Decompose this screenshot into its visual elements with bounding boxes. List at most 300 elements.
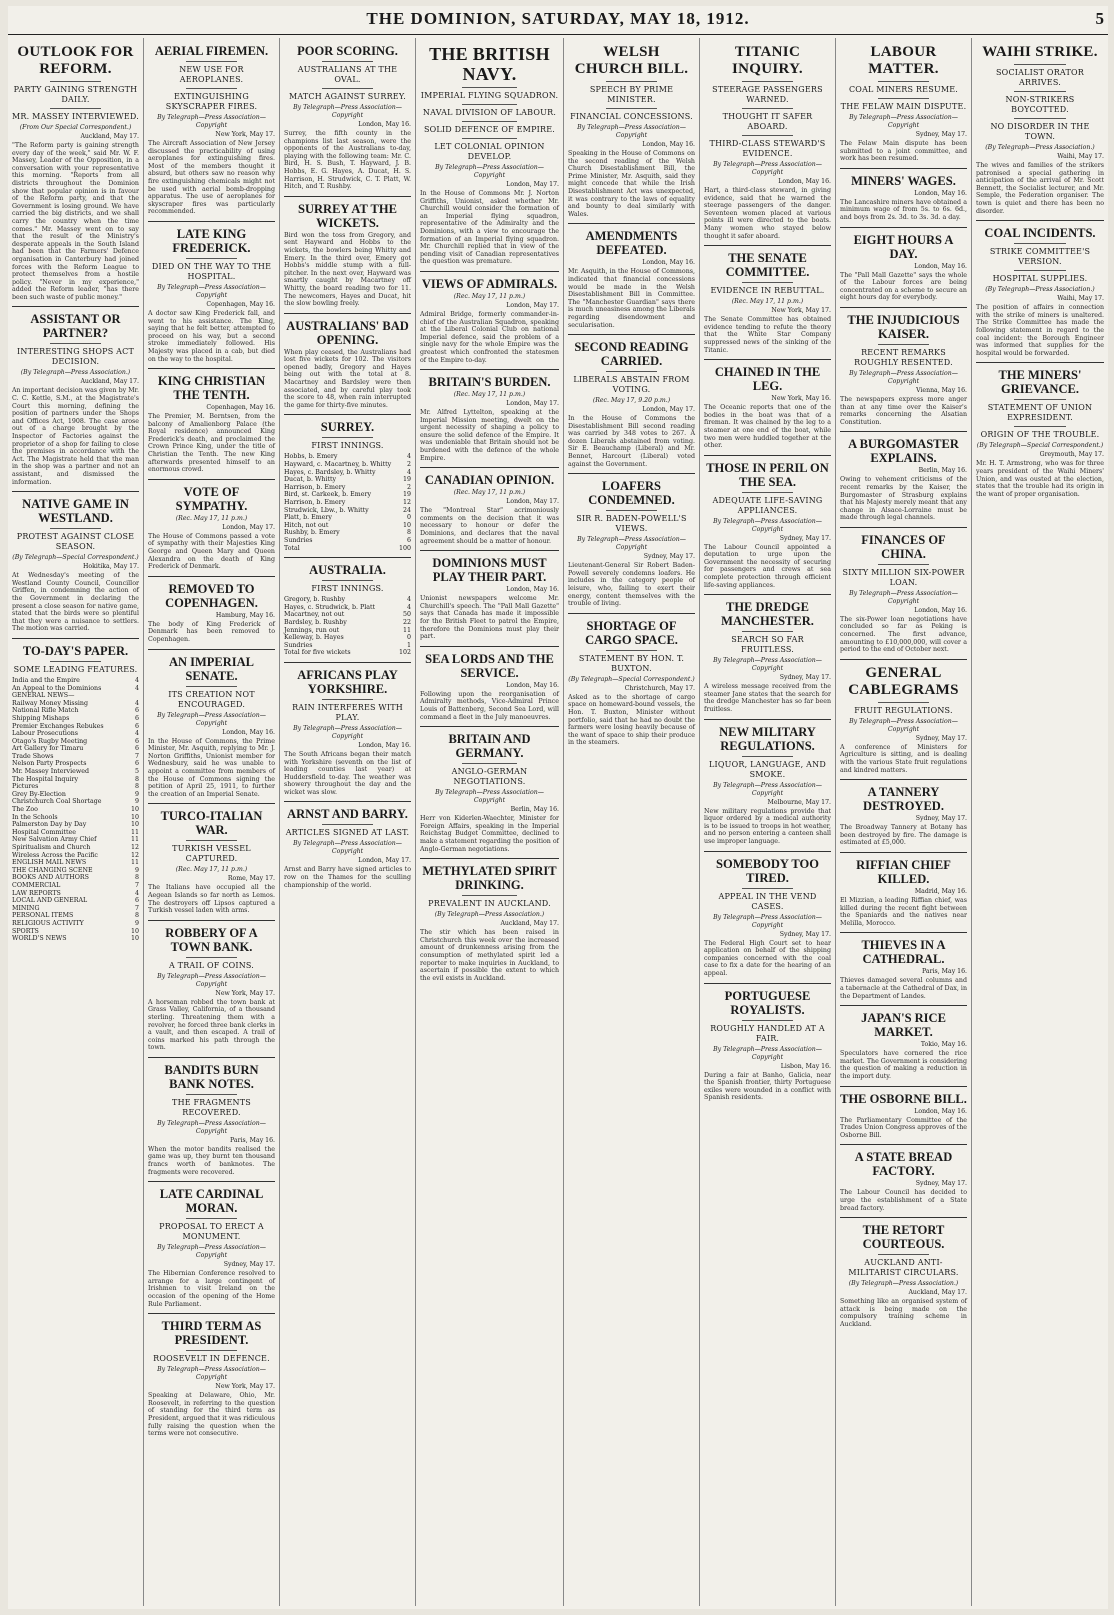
article-divider <box>284 662 411 663</box>
article-subheadline: FIRST INNINGS. <box>311 441 384 451</box>
article-divider <box>420 550 559 551</box>
index-page: 11 <box>130 859 139 867</box>
article-byline: (By Telegraph—Press Association.) <box>20 369 131 377</box>
article-headline: BRITAIN'S BURDEN. <box>428 375 551 390</box>
headline-rule <box>1014 270 1065 271</box>
article-divider <box>420 726 559 727</box>
article-body: The Labour Council appointed a deputation to urge upon the Government the necessity of securing for passengers and crews at sea complete protection through efficient life-saving appliances. <box>704 543 831 589</box>
article-byline: By Telegraph—Press Association—Copyright <box>713 913 822 929</box>
article-divider <box>148 1057 275 1058</box>
index-title: LAW REPORTS <box>12 889 61 897</box>
scorecard-row <box>284 514 411 522</box>
article-divider <box>704 594 831 595</box>
article-headline: AUSTRALIA. <box>309 563 386 578</box>
runs: 0 <box>406 634 411 642</box>
batsman: Total for five wickets <box>284 649 351 657</box>
article-divider <box>148 576 275 577</box>
article-divider <box>568 334 695 335</box>
index-page: 6 <box>134 745 139 753</box>
scorecard-row <box>284 634 411 642</box>
article-dateline: Rome, May 17. <box>227 875 275 883</box>
index-entry <box>12 783 139 791</box>
article-divider <box>840 168 967 169</box>
article-divider <box>568 613 695 614</box>
article-headline: THE RETORT COURTEOUS. <box>862 1223 945 1252</box>
article-dateline: London, May 17. <box>506 400 559 408</box>
headline-rule <box>606 371 657 372</box>
article-subheadline: PREVALENT IN AUCKLAND. <box>428 899 551 909</box>
article-subheadline: ARTICLES SIGNED AT LAST. <box>285 828 410 838</box>
batsman: Kelleway, b. Hayes <box>284 634 344 642</box>
index-title: The Zoo <box>12 806 38 814</box>
article-dateline: London, May 16. <box>358 121 411 128</box>
index-title: ENGLISH MAIL NEWS <box>12 859 87 867</box>
index-page: 8 <box>134 912 139 920</box>
runs: 4 <box>406 596 411 604</box>
article-headline: REMOVED TO COPENHAGEN. <box>165 581 258 610</box>
article-subheadline: AUCKLAND ANTI-MILITARIST CIRCULARS. <box>848 1258 959 1278</box>
article-body: The Broadway Tannery at Botany has been destroyed by fire. The damage is estimated at £5,000. <box>840 824 967 847</box>
index-page: 10 <box>130 813 139 821</box>
article-dateline: Copenhagen, May 16. <box>206 404 275 412</box>
scorecard-row <box>284 461 411 469</box>
article-body: Admiral Bridge, formerly commander-in-chief of the Australian Squadron, speaking at the Liberal Colonial Club on national Imperial defence, said the problem of a single navy for the whole Empire was the greatest which confronted the statesmen of the Empire to-day. <box>420 310 559 364</box>
index-title: Trade Shows <box>12 752 54 760</box>
article-dateline: Auckland, May 17. <box>500 920 559 928</box>
batsman: Total <box>284 544 300 552</box>
article-headline: POOR SCORING. <box>297 44 398 58</box>
article <box>148 803 275 914</box>
masthead <box>8 6 1108 35</box>
article-dateline: Berlin, May 16. <box>918 467 967 475</box>
article-subheadline: THIRD-CLASS STEWARD'S EVIDENCE. <box>709 139 826 158</box>
scorecard-row <box>284 453 411 461</box>
index-page: 9 <box>134 798 139 806</box>
article <box>420 44 559 266</box>
index-page: 8 <box>134 783 139 791</box>
article <box>420 467 559 545</box>
article-dateline: Greymouth, May 17. <box>1039 451 1104 459</box>
article <box>704 983 831 1102</box>
headline-rule <box>186 957 237 958</box>
article-byline: By Telegraph—Press Association—Copyright <box>577 536 686 552</box>
article-dateline: New York, May 17. <box>215 131 275 138</box>
index-page: 9 <box>134 866 139 874</box>
headline-rule <box>1014 426 1065 427</box>
article-dateline: London, May 16. <box>914 606 967 614</box>
column-8 <box>972 38 1108 1606</box>
article-byline: By Telegraph—Press Association—Copyright <box>849 589 958 605</box>
index-entry <box>12 867 139 875</box>
batsman: Macartney, not out <box>284 611 345 619</box>
article-byline: By Telegraph—Press Association—Copyright <box>293 840 402 856</box>
article-dateline: Sydney, May 17. <box>915 734 967 742</box>
article <box>840 1144 967 1212</box>
index-entry <box>12 677 139 685</box>
article <box>148 479 275 571</box>
article-dateline: Madrid, May 16. <box>914 888 967 895</box>
column-4 <box>416 38 564 1606</box>
article-divider <box>148 920 275 921</box>
runs: 19 <box>402 491 411 499</box>
headline-rule <box>50 81 101 82</box>
article-byline: (By Telegraph—Press Association.) <box>985 144 1095 151</box>
article <box>704 44 831 240</box>
article-dateline: Paris, May 16. <box>922 968 967 976</box>
index-title: Railway Money Missing <box>12 699 88 707</box>
article-divider <box>840 852 967 853</box>
headline-rule <box>462 138 518 139</box>
article <box>704 245 831 354</box>
article-byline: By Telegraph—Press Association—Copyright <box>849 717 958 733</box>
article-headline: FINANCES OF CHINA. <box>861 532 946 561</box>
article-dateline: London, May 17. <box>642 406 695 414</box>
article-dateline: Lisbon, May 16. <box>780 1062 831 1070</box>
index-entry <box>12 928 139 936</box>
headline-rule <box>606 510 657 511</box>
article-subheadline: INTERESTING SHOPS ACT DECISION. <box>17 347 134 367</box>
article-byline: By Telegraph—Press Association—Copyright <box>435 789 544 805</box>
headline-rule <box>742 1020 793 1021</box>
index-page: 6 <box>134 760 139 768</box>
article-divider <box>284 557 411 558</box>
runs: 2 <box>406 483 411 491</box>
article <box>148 368 275 474</box>
runs: 0 <box>406 514 411 522</box>
article <box>840 1086 967 1140</box>
article-body: Arnst and Barry have signed articles to row on the Thames for the sculling championship of the world. <box>284 866 411 889</box>
article <box>284 414 411 552</box>
index-entry <box>12 776 139 784</box>
article-divider <box>568 223 695 224</box>
headline-rule <box>742 282 793 283</box>
index-title: Hospital Committee <box>12 828 76 836</box>
article-body: The Parliamentary Committee of the Trades Union Congress approves of the Osborne Bill. <box>840 1116 967 1139</box>
index-page: 11 <box>130 828 139 836</box>
article-dateline: London, May 16. <box>914 1107 967 1115</box>
article-body: During a fair at Banho, Galicia, near the Spanish frontier, thirty Portuguese exiles were wounded in a conflict with Spanish residents. <box>704 1071 831 1102</box>
article-divider <box>840 1144 967 1145</box>
index-title: COMMERCIAL <box>12 881 61 889</box>
article <box>704 719 831 846</box>
article-subheadline: LIQUOR, LANGUAGE, AND SMOKE. <box>709 759 826 779</box>
article-body: Owing to vehement criticisms of the recent remarks by the Kaiser, the Burgomaster of Strasburg explains that his Majesty merely meant that any change in Alsace-Lorraine must be made through legal channels. <box>840 476 967 522</box>
article-divider <box>148 221 275 222</box>
article <box>284 801 411 889</box>
index-page: 6 <box>134 897 139 905</box>
article <box>148 576 275 644</box>
headline-rule <box>322 88 373 89</box>
article-byline: By Telegraph—Press Association—Copyright <box>713 657 822 673</box>
runs: 22 <box>402 618 411 626</box>
index-entry <box>12 821 139 829</box>
article-subheadline: AUSTRALIANS AT THE OVAL. <box>297 65 398 84</box>
scorecard-row <box>284 642 411 650</box>
article <box>148 1181 275 1308</box>
article-body: The South Africans began their match with Yorkshire (seventh on the list of leading counties last year) at Huddersfield to-day. The weather was showery throughout the day and the wicket was slow. <box>284 750 411 796</box>
index-page: 6 <box>134 722 139 730</box>
article-subheadline: SOCIALIST ORATOR ARRIVES. <box>996 68 1084 87</box>
headline-rule <box>50 661 101 662</box>
article-headline: SURREY. <box>320 420 375 435</box>
index-page: 8 <box>134 874 139 882</box>
article-divider <box>568 473 695 474</box>
article-divider <box>284 196 411 197</box>
article-divider <box>148 1181 275 1182</box>
article-body: Thieves damaged several columns and a tabernacle at the Cathedral of Dax, in the Department of Landes. <box>840 977 967 1000</box>
article-headline: SECOND READING CARRIED. <box>574 340 689 369</box>
headline-rule <box>1014 399 1065 400</box>
article-divider <box>704 851 831 852</box>
scorecard-row <box>284 611 411 619</box>
article-divider <box>840 307 967 308</box>
article-subheadline: LET COLONIAL OPINION DEVELOP. <box>434 142 545 161</box>
article-headline: THOSE IN PERIL ON THE SEA. <box>706 460 829 489</box>
article-dateline: Christchurch, May 17. <box>624 684 695 692</box>
article-headline: A TANNERY DESTROYED. <box>863 785 944 814</box>
headline-rule <box>322 580 373 581</box>
scorecard-row <box>284 537 411 545</box>
article <box>12 491 139 633</box>
article-byline: (Rec. May 17, 11 p.m.) <box>453 489 526 497</box>
index-entry <box>12 745 139 753</box>
index-title: The Hospital Inquiry <box>12 775 79 783</box>
article-headline: COAL INCIDENTS. <box>984 226 1096 241</box>
article-divider <box>12 491 139 492</box>
article-headline: CANADIAN OPINION. <box>424 473 555 488</box>
article-headline: THIRD TERM AS PRESIDENT. <box>161 1319 262 1348</box>
batsman: Bird, st. Carkeek, b. Emery <box>284 491 372 499</box>
article-byline: By Telegraph—Press Association—Copyright <box>713 517 822 533</box>
scorecard-row <box>284 476 411 484</box>
index-entry <box>12 874 139 882</box>
article-headline: AERIAL FIREMEN. <box>154 44 269 58</box>
article-headline: THE INJUDICIOUS KAISER. <box>847 312 960 341</box>
article-subheadline: PARTY GAINING STRENGTH DAILY. <box>13 85 138 104</box>
article-byline: By Telegraph—Press Association—Copyright <box>577 124 686 139</box>
article-divider <box>420 467 559 468</box>
article-headline: MINERS' WAGES. <box>851 173 956 188</box>
headline-rule <box>878 81 929 82</box>
article-dateline: New York, May 17. <box>215 989 275 997</box>
article-divider <box>12 638 139 639</box>
batsman: Hobbs, b. Emery <box>284 453 338 461</box>
article-byline: (By Telegraph—Press Association.) <box>434 911 545 919</box>
index-entry <box>12 700 139 708</box>
article-headline: GENERAL CABLEGRAMS <box>848 664 959 698</box>
article <box>284 557 411 657</box>
scorecard <box>284 596 411 657</box>
index-title: Art Gallery for Timaru <box>12 745 84 753</box>
headline-rule <box>1014 118 1065 119</box>
page-number: 5 <box>1095 9 1104 28</box>
index-page: 9 <box>134 919 139 927</box>
article-divider <box>284 801 411 802</box>
article-dateline: London, May 17. <box>506 301 559 309</box>
article-divider <box>148 368 275 369</box>
headline-rule <box>1014 243 1065 244</box>
article-body: The stir which has been raised in Christchurch this week over the increased amount of drunkenness arising from the consumption of methylated spirit led a reporter to make inquiries in Auckland, to ascertain if possible the extent to which the evil exists in Auckland. <box>420 929 559 982</box>
article-dateline: London, May 16. <box>222 728 275 736</box>
article-dateline: Sydney, May 17. <box>915 131 967 138</box>
index-page: 10 <box>130 821 139 829</box>
article <box>148 1313 275 1438</box>
headline-rule <box>742 108 793 109</box>
article-subheadline: COAL MINERS RESUME. <box>848 85 958 94</box>
runs: 100 <box>398 544 411 552</box>
article-headline: THIEVES IN A CATHEDRAL. <box>861 938 946 967</box>
feature-index <box>12 677 139 943</box>
article-body: The Senate Committee has obtained evidence tending to refute the theory that the White Star Company suppressed news of the sinking of the Titanic. <box>704 316 831 354</box>
column-6 <box>700 38 836 1606</box>
index-title: Premier Exchanges Rebukes <box>12 722 104 730</box>
article-byline: (Rec. May 17, 11 p.m.) <box>453 292 526 300</box>
article-headline: VOTE OF SYMPATHY. <box>175 484 248 513</box>
index-title: Christchurch Coal Shortage <box>12 798 102 806</box>
article-byline: (By Telegraph—Special Correspondent.) <box>12 554 139 562</box>
article-byline: By Telegraph—Press Association—Copyright <box>435 164 544 179</box>
index-title: Spiritualism and Church <box>12 844 91 851</box>
column-7 <box>836 38 972 1606</box>
runs: 4 <box>406 468 411 476</box>
index-title: In the Schools <box>12 813 58 821</box>
article-byline: By Telegraph—Press Association—Copyright <box>713 1045 822 1061</box>
headline-rule <box>186 840 237 841</box>
headline-rule <box>50 108 101 109</box>
article <box>148 221 275 363</box>
article <box>840 527 967 654</box>
article-divider <box>148 1313 275 1314</box>
index-page: 4 <box>134 699 139 707</box>
batsman: Hayward, c. Macartney, b. Whitty <box>284 461 392 469</box>
headline-rule <box>462 763 518 764</box>
article <box>976 44 1104 215</box>
article-headline: ROBBERY OF A TOWN BANK. <box>165 925 258 954</box>
article-body: In the House of Commons, the Prime Minister, Mr. Asquith, replying to Mr. J. Norton Griffiths, Unionist member for Wednesbury, said he was unable to appoint a committee from members of the House of Commons signing the petition of April 25, 1911, to further the creation of an Imperial Senate. <box>148 737 275 798</box>
article-body: Lieutenant-General Sir Robert Baden-Powell severely condemns loafers. He includes in the category people of leisure, who, failing to exert their energy, content themselves with the trouble of living. <box>568 562 695 608</box>
index-entry <box>12 852 139 860</box>
article-body: Surrey, the fifth county in the champions list last season, were the opponents of the Australians to-day, playing with the following team: Mr. C. Bird, H. S. Bush, T. Hayward, J. B. Hobbs, E. G. Hayes, A. Ducat, H. S. Harrison, H. Strudwick, C. T. Platt, W. Hitch, and T. Rushby. <box>284 130 411 191</box>
article-dateline: London, May 17. <box>506 498 559 506</box>
article-dateline: London, May 17. <box>222 523 275 531</box>
article-subheadline: TURKISH VESSEL CAPTURED. <box>172 844 251 864</box>
index-page: 7 <box>134 752 139 760</box>
article-byline: By Telegraph—Press Association—Copyright <box>157 1244 266 1260</box>
article <box>568 334 695 468</box>
article-headline: THE BRITISH NAVY. <box>429 44 550 84</box>
index-page: 12 <box>130 844 139 851</box>
article-body: The Felaw Main dispute has been submitted to a joint committee, and work has been resumed. <box>840 140 967 163</box>
article <box>840 1005 967 1080</box>
article-dateline: New York, May 17. <box>771 307 831 315</box>
article-headline: AFRICANS PLAY YORKSHIRE. <box>297 667 398 696</box>
index-entry <box>12 692 139 700</box>
index-title: RELIGIOUS ACTIVITY <box>12 919 84 927</box>
headline-rule <box>878 98 929 99</box>
article-body: At Wednesday's meeting of the Westland County Council, Councillor Griffen, in condemning the action of the Government in declaring the present a close season for native game, stated that the birds were so plentiful that they were a nuisance to settlers. The motion was carried. <box>12 572 139 633</box>
article-divider <box>840 431 967 432</box>
article <box>284 313 411 410</box>
article-dateline: Hokitika, May 17. <box>82 563 139 571</box>
article-body: The Hibernian Conference resolved to arrange for a large contingent of Irishmen to visit Ireland on the occasion of the opening of the Home Rule Parliament. <box>148 1270 275 1308</box>
batsman: Ducat, b. Whitty <box>284 476 337 484</box>
article-body: The Italians have occupied all the Aegean Islands so far north as Lemos. The destroyers off Lipsos captured a Turkish vessel laden with arms. <box>148 884 275 915</box>
article-dateline: Sydney, May 17. <box>779 674 831 682</box>
article-divider <box>420 369 559 370</box>
article-headline: A BURGOMASTER EXPLAINS. <box>848 437 959 466</box>
scorecard <box>284 453 411 552</box>
column-1 <box>8 38 144 1606</box>
batsman: Harrison, b. Emery <box>284 483 346 491</box>
batsman: Hitch, not out <box>284 521 329 529</box>
runs: 19 <box>402 476 411 484</box>
headline-rule <box>1014 91 1065 92</box>
article <box>840 1217 967 1328</box>
index-entry <box>12 859 139 867</box>
headline-rule <box>878 564 929 565</box>
article-dateline: London, May 16. <box>506 681 559 689</box>
article <box>568 223 695 329</box>
article-subheadline: LIBERALS ABSTAIN FROM VOTING. <box>573 375 690 395</box>
article-byline: By Telegraph—Press Association—Copyright <box>293 104 402 119</box>
headline-rule <box>462 121 518 122</box>
scorecard-row <box>284 545 411 553</box>
article-dateline: London, May 17. <box>358 857 411 865</box>
article-byline: By Telegraph—Press Association—Copyright <box>157 972 266 988</box>
article-body: Mr. H. T. Armstrong, who was for three years president of the Waihi Miners' Union, and was ousted at the election, states that the trouble had its origin in the want of proper organisation. <box>976 460 1104 498</box>
article-body: The Oceanic reports that one of the bodies in the boat was that of a fireman. It was chained by the leg to a steamer at one end of the boat, while two men were huddled together at the other. <box>704 404 831 450</box>
batsman: Gregory, b. Rushby <box>284 596 346 604</box>
article-byline: By Telegraph—Press Association—Copyright <box>293 724 402 740</box>
article-subheadline: RAIN INTERFERES WITH PLAY. <box>292 702 403 722</box>
article-divider <box>704 455 831 456</box>
article-body: Asked as to the shortage of cargo space on homeward-bound vessels, the Hon. T. Buxton, Minister without portfolio, said that he had no doubt the farmers were losing heavily because of the want of space to ship their produce in the steamers. <box>568 693 695 747</box>
article-body: New military regulations provide that liquor ordered by a medical authority is to be issued to troops in hot weather, and no person entering a canteen shall use improper language. <box>704 807 831 845</box>
article-subheadline: THE FELAW MAIN DISPUTE. <box>840 102 967 111</box>
index-title: Palmerston Day by Day <box>12 821 87 829</box>
article <box>148 1057 275 1176</box>
article-dateline: Sydney, May 17. <box>223 1261 275 1269</box>
article <box>568 473 695 608</box>
scorecard-row <box>284 484 411 492</box>
runs: 6 <box>406 536 411 544</box>
scorecard-row <box>284 491 411 499</box>
article <box>420 726 559 853</box>
article-subheadline: HOSPITAL SUPPLIES. <box>992 274 1088 284</box>
index-title: Shipping Mishaps <box>12 714 70 722</box>
article-divider <box>148 803 275 804</box>
article-headline: AMENDMENTS DEFEATED. <box>585 229 678 258</box>
article <box>420 550 559 641</box>
article <box>148 44 275 216</box>
article-divider <box>12 306 139 307</box>
article-body: The newspapers express more anger than at any time over the Kaiser's remarks concerning the Alsatian Constitution. <box>840 395 967 426</box>
column-5 <box>564 38 700 1606</box>
article-headline: SURREY AT THE WICKETS. <box>298 201 397 230</box>
article-divider <box>840 779 967 780</box>
scorecard-row <box>284 619 411 627</box>
scorecard-row <box>284 507 411 515</box>
article-headline: TO-DAY'S PAPER. <box>22 643 129 658</box>
index-page: 7 <box>134 881 139 889</box>
article-subheadline: PROPOSAL TO ERECT A MONUMENT. <box>159 1222 264 1242</box>
article <box>704 359 831 450</box>
headline-rule <box>322 824 373 825</box>
article-headline: LOAFERS CONDEMNED. <box>588 479 675 508</box>
article-body: Something like an organised system of attack is being made on the compulsory training scheme in Auckland. <box>840 1298 967 1328</box>
article-subheadline: THE FRAGMENTS RECOVERED. <box>172 1097 251 1117</box>
article-byline: By Telegraph—Press Association—Copyright <box>849 369 958 385</box>
